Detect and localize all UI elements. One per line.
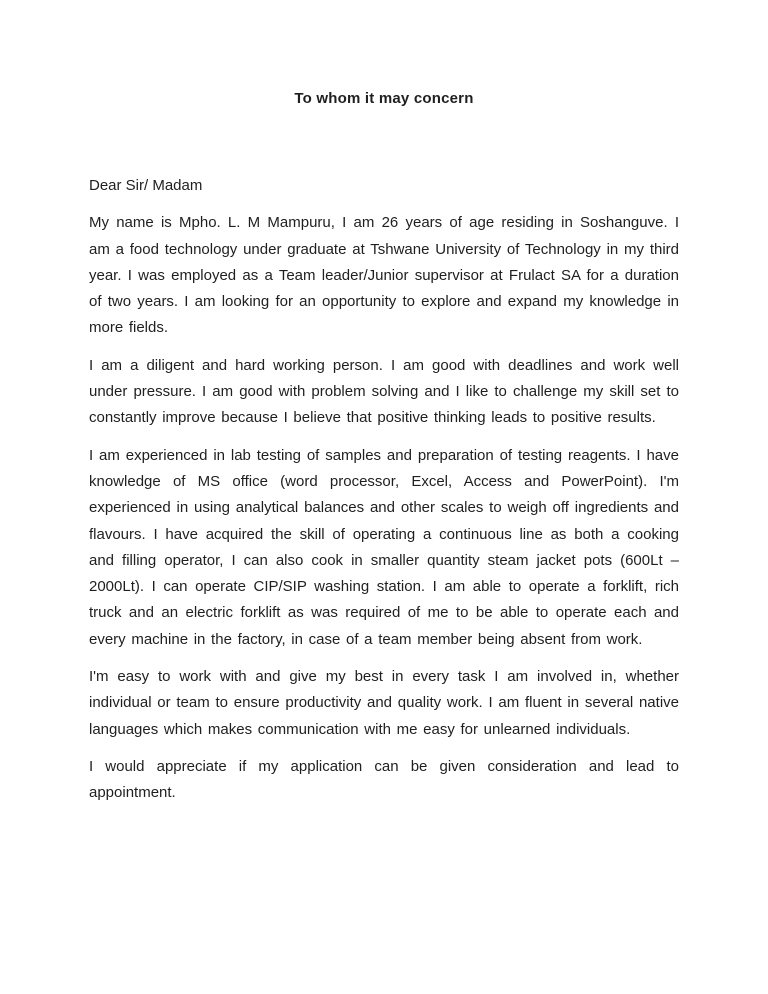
document-title: To whom it may concern xyxy=(294,90,474,107)
paragraph-experience: I am experienced in lab testing of samples and preparation of testing reagents. I have knowledge of MS office (word processor, Excel, Access and PowerPoint). I'm experienced in using analytical balances and other scales to weigh off ingredients and flavours. I have acquired the skill of operating a continuous line as both a cooking and filling operator, I can also cook in smaller quantity steam jacket pots (600Lt – 2000Lt). I can operate CIP/SIP washing station. I am able to operate a forklift, rich truck and an electric forklift as was required of me to be able to operate each and every machine in the factory, in case of a team member being absent from work. xyxy=(89,446,679,648)
salutation: Dear Sir/ Madam xyxy=(89,177,203,194)
paragraph-closing: I would appreciate if my application can be given consideration and lead to appointment. xyxy=(89,757,679,802)
paragraph-teamwork: I'm easy to work with and give my best in every task I am involved in, whether individual or team to ensure productivity and quality work. I am fluent in several native languages which makes communication with me easy for unlearned individuals. xyxy=(89,668,679,738)
paragraph-introduction: My name is Mpho. L. M Mampuru, I am 26 years of age residing in Soshanguve. I am a food technology under graduate at Tshwane University of Technology in my third year. I was employed as a Team leader/Junior supervisor at Frulact SA for a duration of two years. I am looking for an opportunity to explore and expand my knowledge in more fields. xyxy=(89,214,679,337)
letter-body xyxy=(89,173,679,818)
paragraph-work-ethic: I am a diligent and hard working person. I am good with deadlines and work well under pressure. I am good with problem solving and I like to challenge my skill set to constantly improve because I believe that positive thinking leads to positive results. xyxy=(89,356,679,427)
